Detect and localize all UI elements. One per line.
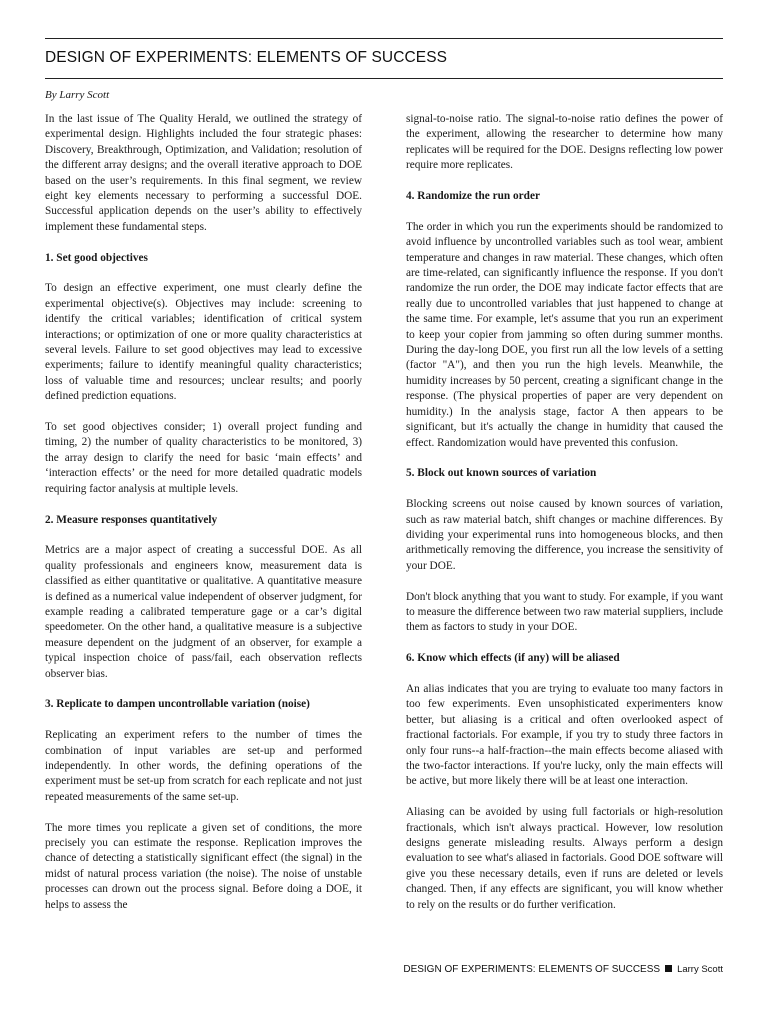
section-heading-2: 2. Measure responses quantitatively bbox=[45, 513, 218, 526]
section-heading-6: 6. Know which effects (if any) will be aliased bbox=[406, 652, 620, 665]
paragraph: Blocking screens out noise caused by known sources of variation, such as raw material batch, shift changes or machine differences. By dividing your experimental runs into homogeneous blocks, and then arithmetically removing the difference, you increase the sensitivity of your DOE. bbox=[406, 498, 723, 572]
square-bullet-icon bbox=[665, 965, 672, 972]
intro-paragraph: In the last issue of The Quality Herald, we outlined the strategy of experimental design. Highlights included the four strategic phases: Discovery, Breakthrough, Optimization, and Validation; resolution of the different array designs; and the overall iterative approach to DOE based on the user’s requirements. In this final segment, we review eight key elements necessary to performing a successful DOE. Successful application depends on the user’s ability to effectively implement these fundamental steps. bbox=[45, 113, 362, 233]
footer-author: Larry Scott bbox=[677, 964, 723, 975]
section-heading-1: 1. Set good objectives bbox=[45, 251, 148, 264]
paragraph: An alias indicates that you are trying to evaluate too many factors in too few experiments. Even unsophisticated experimenters know better, but aliasing is a critical and often overlooked aspect of fractional factorials. For example, if you try to study three factors in only four runs--a half-fraction--the main effects become aliased with the two-factor interactions. If you're lucky, only the main effects will be active, but more likely there will be at least one interaction. bbox=[406, 682, 723, 788]
right-column bbox=[406, 112, 723, 928]
byline: By Larry Scott bbox=[45, 89, 110, 101]
paragraph: Aliasing can be avoided by using full factorials or high-resolution fractionals, which isn't always practical. However, low resolution designs generate misleading results. Always perform a design evaluation to see what's aliased in factorials. Good DOE software will give you these necessary details, even if runs are deleted or levels changed. Then, if any effects are significant, you will know whether to rely on the results or do further verification. bbox=[406, 806, 723, 911]
section-heading-4: 4. Randomize the run order bbox=[406, 190, 540, 203]
section-heading-3: 3. Replicate to dampen uncontrollable variation (noise) bbox=[45, 698, 310, 711]
running-footer bbox=[403, 964, 723, 975]
title-rule bbox=[45, 78, 723, 79]
paragraph: To set good objectives consider; 1) overall project funding and timing, 2) the number of quality characteristics to be monitored, 3) the array design to clarify the need for basic ‘main effects’ and ‘interaction effects’ or the need for more detailed quadratic models requiring factor analysis at multiple levels. bbox=[45, 421, 362, 495]
paragraph: Metrics are a major aspect of creating a successful DOE. As all quality professionals and engineers know, measurement data is classified as either quantitative or qualitative. A quantitative measure is defined as a numerical value independent of observer judgment, for example reading a calibrated temperature gage or a car’s digital speedometer. On the other hand, a qualitative measure is a subjective measure dependent on the judgment of an observer, for example a typical inspection choice of pass/fail, each observation reflects observer bias. bbox=[45, 544, 362, 680]
paragraph: Replicating an experiment refers to the number of times the combination of input variables are set-up and performed independently. In other words, the defining operations of the experiment must be set-up from scratch for each replicate and not just repeated measurements of the same set-up. bbox=[45, 729, 362, 803]
paragraph: Don't block anything that you want to study. For example, if you want to measure the difference between two raw material suppliers, include them as factors to study in your DOE. bbox=[406, 590, 723, 634]
paragraph: To design an effective experiment, one must clearly define the experimental objective(s). Objectives may include: screening to identify the critical variables; identification of critical system interactions; or optimization of one or more quality characteristics at several levels. Failure to set good objectives may lead to excessive experiments; failure to identify meaningful quality characteristics; loss of valuable time and resources; unclear results; and poorly defined prediction equations. bbox=[45, 282, 362, 403]
left-column bbox=[45, 112, 362, 928]
footer-title: DESIGN OF EXPERIMENTS: ELEMENTS OF SUCCESS bbox=[403, 964, 661, 975]
continued-paragraph: signal-to-noise ratio. The signal-to-noise ratio defines the power of the experiment, allowing the researcher to determine how many replicates will be required for the DOE. Designs reflecting low power require more replicates. bbox=[406, 113, 723, 172]
top-rule bbox=[45, 38, 723, 39]
section-heading-5: 5. Block out known sources of variation bbox=[406, 467, 597, 480]
article-title: DESIGN OF EXPERIMENTS: ELEMENTS OF SUCCESS bbox=[45, 49, 448, 66]
paragraph: The more times you replicate a given set of conditions, the more precisely you can estimate the response. Replication improves the chance of detecting a statistically significant effect (the signal) in the midst of natural process variation (the noise). The noise of unstable processes can drown out the process signal. Before doing a DOE, it helps to assess the bbox=[45, 821, 362, 911]
paragraph: The order in which you run the experiments should be randomized to avoid influence by uncontrolled variables such as tool wear, ambient temperature and changes in raw material. These changes, which often are time-related, can significantly influence the response. If you don't randomize the run order, the DOE may indicate factor effects that are really due to uncontrolled variables that just happened to change at the same time. For example, let's assume that you run an experiment to keep your copier from jamming so often during summer months. During the day-long DOE, you first run all the low levels of a setting (factor "A"), and then you run the high levels. Meanwhile, the humidity increases by 50 percent, creating a significant change in the response. (The physical properties of paper are very dependent on humidity.) In the analysis stage, factor A then appears to be significant, but it's actually the change in humidity that caused the effect. Randomization would have prevented this confusion. bbox=[406, 220, 723, 449]
